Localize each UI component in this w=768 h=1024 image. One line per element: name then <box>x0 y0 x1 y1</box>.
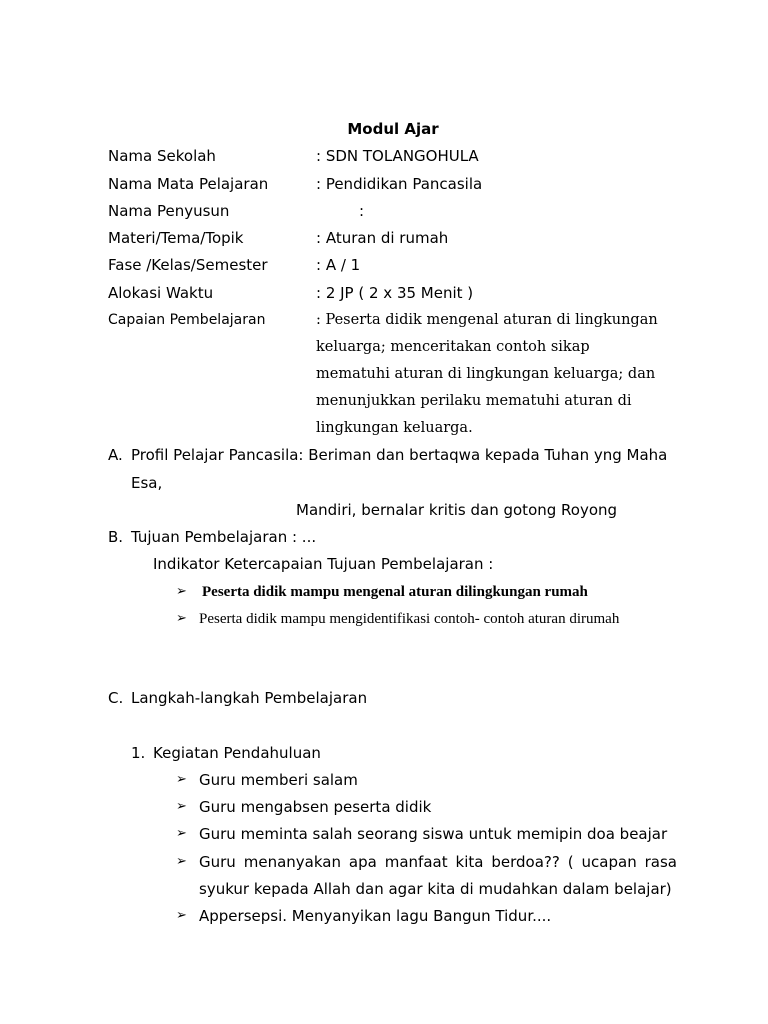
capaian-line: keluarga; menceritakan contoh sikap <box>316 339 590 355</box>
info-value-subject: : Pendidikan Pancasila <box>316 175 483 193</box>
info-label-subject: Nama Mata Pelajaran <box>108 175 269 193</box>
info-label-author: Nama Penyusun <box>108 202 230 220</box>
info-label-school: Nama Sekolah <box>108 147 216 165</box>
kegiatan-bullet: Appersepsi. Menyanyikan lagu Bangun Tidur.... <box>199 907 552 925</box>
kegiatan-bullet: Guru menanyakan apa manfaat kita berdoa?? ( ucapan rasa <box>199 853 677 871</box>
kegiatan-heading: Kegiatan Pendahuluan <box>153 744 321 762</box>
kegiatan-bullet: Guru meminta salah seorang siswa untuk memipin doa beajar <box>199 825 668 843</box>
info-value-time: : 2 JP ( 2 x 35 Menit ) <box>316 284 474 302</box>
info-value-phase: : A / 1 <box>316 256 361 274</box>
indikator-bullet: Peserta didik mampu mengidentifikasi contoh- contoh aturan dirumah <box>199 611 620 627</box>
section-b-marker: B. <box>108 528 124 546</box>
info-value-school: : SDN TOLANGOHULA <box>316 147 479 165</box>
kegiatan-bullet-continuation: syukur kepada Allah dan agar kita di mudahkan dalam belajar) <box>199 880 672 898</box>
capaian-label: Capaian Pembelajaran <box>108 312 266 328</box>
arrow-bullet-icon: ➢ <box>176 854 187 869</box>
section-b-heading: Tujuan Pembelajaran : ... <box>131 528 317 546</box>
document-title: Modul Ajar <box>347 120 439 138</box>
section-a-text: Esa, <box>131 474 163 492</box>
section-c-heading: Langkah-langkah Pembelajaran <box>131 689 368 707</box>
capaian-line: mematuhi aturan di lingkungan keluarga; dan <box>316 366 656 382</box>
section-a-text: Profil Pelajar Pancasila: Beriman dan bertaqwa kepada Tuhan yng Maha <box>131 446 668 464</box>
kegiatan-bullet: Guru memberi salam <box>199 771 358 789</box>
kegiatan-bullet: Guru mengabsen peserta didik <box>199 798 432 816</box>
section-c-marker: C. <box>108 689 124 707</box>
section-a-marker: A. <box>108 446 123 464</box>
kegiatan-marker: 1. <box>131 744 146 762</box>
arrow-bullet-icon: ➢ <box>176 611 187 626</box>
indikator-heading: Indikator Ketercapaian Tujuan Pembelajaran : <box>153 555 494 573</box>
arrow-bullet-icon: ➢ <box>176 908 187 923</box>
arrow-bullet-icon: ➢ <box>176 772 187 787</box>
capaian-line: menunjukkan perilaku mematuhi aturan di <box>316 393 632 409</box>
capaian-line: lingkungan keluarga. <box>316 420 473 436</box>
info-label-phase: Fase /Kelas/Semester <box>108 256 268 274</box>
arrow-bullet-icon: ➢ <box>176 826 187 841</box>
arrow-bullet-icon: ➢ <box>176 799 187 814</box>
indikator-bullet: Peserta didik mampu mengenal aturan dilingkungan rumah <box>202 584 588 600</box>
capaian-line: : Peserta didik mengenal aturan di lingkungan <box>316 312 658 328</box>
section-a-text: Mandiri, bernalar kritis dan gotong Royong <box>296 501 618 519</box>
info-value-author: : <box>359 202 365 220</box>
info-value-topic: : Aturan di rumah <box>316 229 449 247</box>
info-label-time: Alokasi Waktu <box>108 284 214 302</box>
info-label-topic: Materi/Tema/Topik <box>108 229 244 247</box>
arrow-bullet-icon: ➢ <box>176 584 187 599</box>
